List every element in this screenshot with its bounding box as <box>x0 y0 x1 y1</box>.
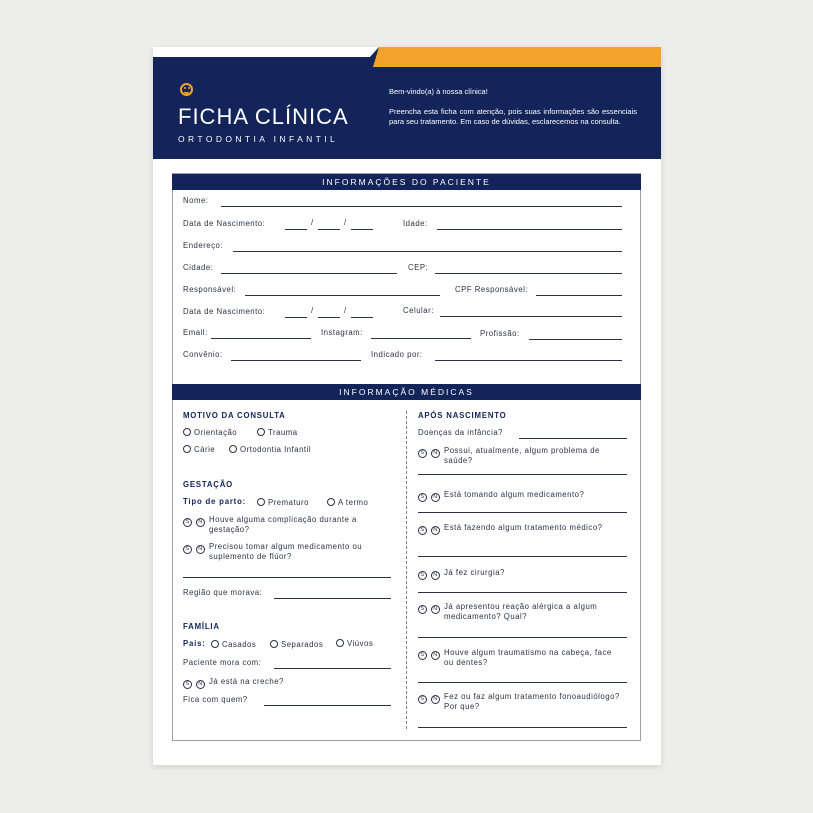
nascimento2-label: Data de Nascimento: <box>183 307 266 316</box>
nascimento-month-field[interactable] <box>318 229 340 230</box>
familia-title: FAMÍLIA <box>183 622 220 631</box>
nascimento-year-field[interactable] <box>351 229 373 230</box>
profissao-label: Profissão: <box>480 329 520 338</box>
apos-question-1: S N Possui, atualmente, algum problema de saúde? <box>418 446 630 466</box>
no-checkbox[interactable]: N <box>431 449 440 458</box>
gestacao-question-2: S N Precisou tomar algum medicamento ou suplemento de flúor? <box>183 542 395 562</box>
motivo-option-trauma[interactable]: Trauma <box>257 428 298 437</box>
email-field[interactable] <box>211 338 311 339</box>
date-slash: / <box>311 218 314 227</box>
apos-question-4: S N Já fez cirurgia? <box>418 568 630 580</box>
yes-checkbox[interactable]: S <box>418 449 427 458</box>
yes-checkbox[interactable]: S <box>183 680 192 689</box>
radio-icon <box>257 498 265 506</box>
creche-question: S N Já está na creche? <box>183 677 395 689</box>
radio-icon <box>336 639 344 647</box>
idade-label: Idade: <box>403 219 428 228</box>
apos-question-6: S N Houve algum traumatismo na cabeça, face ou dentes? <box>418 648 630 668</box>
responsavel-field[interactable] <box>245 295 440 296</box>
yes-checkbox[interactable]: S <box>418 493 427 502</box>
yes-checkbox[interactable]: S <box>418 526 427 535</box>
nascimento2-day-field[interactable] <box>285 317 307 318</box>
cep-field[interactable] <box>435 273 622 274</box>
nascimento-label: Data de Nascimento: <box>183 219 266 228</box>
mora-com-field[interactable] <box>274 668 391 669</box>
radio-icon <box>257 428 265 436</box>
patient-section-title: INFORMAÇÕES DO PACIENTE <box>172 174 641 190</box>
smiley-icon <box>180 83 193 96</box>
pais-option-separados[interactable]: Separados <box>270 640 323 649</box>
welcome-text: Bem-vindo(a) à nossa clínica! <box>389 87 488 96</box>
motivo-option-orientacao[interactable]: Orientação <box>183 428 237 437</box>
endereco-label: Endereço: <box>183 241 224 250</box>
cidade-field[interactable] <box>221 273 397 274</box>
radio-icon <box>211 640 219 648</box>
no-checkbox[interactable]: N <box>431 695 440 704</box>
column-divider <box>406 411 407 729</box>
apos-question-2: S N Está tomando algum medicamento? <box>418 490 630 502</box>
cidade-label: Cidade: <box>183 263 214 272</box>
instagram-label: Instagram: <box>321 328 363 337</box>
doencas-label: Doenças da infância? <box>418 428 503 437</box>
form-title: FICHA CLÍNICA <box>178 104 349 129</box>
date-slash: / <box>311 306 314 315</box>
profissao-field[interactable] <box>529 339 622 340</box>
regiao-label: Região que morava: <box>183 588 263 597</box>
celular-field[interactable] <box>440 316 622 317</box>
endereco-field[interactable] <box>233 251 622 252</box>
apos-answer-line-5[interactable] <box>418 637 627 638</box>
nascimento-day-field[interactable] <box>285 229 307 230</box>
yes-checkbox[interactable]: S <box>418 651 427 660</box>
yes-checkbox[interactable]: S <box>183 545 192 554</box>
no-checkbox[interactable]: N <box>431 493 440 502</box>
radio-icon <box>183 428 191 436</box>
tipo-parto-label: Tipo de parto: <box>183 497 247 506</box>
apos-answer-line-4[interactable] <box>418 592 627 593</box>
fica-com-label: Fica com quem? <box>183 695 248 704</box>
nascimento2-month-field[interactable] <box>318 317 340 318</box>
indicado-field[interactable] <box>435 360 622 361</box>
yes-checkbox[interactable]: S <box>418 695 427 704</box>
intro-text: Preencha esta ficha com atenção, pois suas informações são essenciais para seu tratamento. Em caso de dúvidas, esclarecemos na consulta. <box>389 107 637 126</box>
no-checkbox[interactable]: N <box>196 518 205 527</box>
apos-answer-line-3[interactable] <box>418 556 627 557</box>
apos-title: APÓS NASCIMENTO <box>418 411 507 420</box>
fica-com-field[interactable] <box>264 705 391 706</box>
apos-answer-line-1[interactable] <box>418 474 627 475</box>
doencas-field[interactable] <box>519 438 627 439</box>
radio-icon <box>229 445 237 453</box>
apos-answer-line-6[interactable] <box>418 682 627 683</box>
motivo-option-carie[interactable]: Cárie <box>183 445 215 454</box>
no-checkbox[interactable]: N <box>196 680 205 689</box>
convenio-label: Convênio: <box>183 350 223 359</box>
pais-label: Pais: <box>183 639 206 648</box>
parto-option-prematuro[interactable]: Prematuro <box>257 498 309 507</box>
form-frame <box>172 173 641 741</box>
celular-label: Celular: <box>403 306 434 315</box>
yes-checkbox[interactable]: S <box>418 605 427 614</box>
pais-option-casados[interactable]: Casados <box>211 640 256 649</box>
radio-icon <box>270 640 278 648</box>
nascimento2-year-field[interactable] <box>351 317 373 318</box>
date-slash: / <box>344 218 347 227</box>
pais-option-viuvos[interactable]: Viúvos <box>336 639 373 648</box>
radio-icon <box>183 445 191 453</box>
motivo-option-ortodontia[interactable]: Ortodontia Infantil <box>229 445 311 454</box>
medical-section-title: INFORMAÇÃO MÉDICAS <box>172 384 641 400</box>
form-subtitle: ORTODONTIA INFANTIL <box>178 134 339 144</box>
form-sheet <box>153 47 661 765</box>
instagram-field[interactable] <box>371 338 471 339</box>
gestacao-title: GESTAÇÃO <box>183 480 234 489</box>
no-checkbox[interactable]: N <box>431 651 440 660</box>
idade-field[interactable] <box>437 229 622 230</box>
email-label: Email: <box>183 328 208 337</box>
apos-answer-line-2[interactable] <box>418 512 627 513</box>
date-slash: / <box>344 306 347 315</box>
radio-icon <box>327 498 335 506</box>
cpf-label: CPF Responsável: <box>455 285 529 294</box>
header-white-cut <box>153 47 379 57</box>
no-checkbox[interactable]: N <box>431 571 440 580</box>
cpf-field[interactable] <box>536 295 622 296</box>
nome-label: Nome: <box>183 196 209 205</box>
convenio-field[interactable] <box>231 360 361 361</box>
apos-question-5: S N Já apresentou reação alérgica a algum medicamento? Qual? <box>418 602 630 622</box>
regiao-field[interactable] <box>274 598 391 599</box>
cep-label: CEP: <box>408 263 429 272</box>
no-checkbox[interactable]: N <box>431 605 440 614</box>
yes-checkbox[interactable]: S <box>183 518 192 527</box>
gestacao-question-1: S N Houve alguma complicação durante a gestação? <box>183 515 395 535</box>
gestacao-answer-line[interactable] <box>183 577 391 578</box>
no-checkbox[interactable]: N <box>196 545 205 554</box>
no-checkbox[interactable]: N <box>431 526 440 535</box>
apos-question-3: S N Está fazendo algum tratamento médico? <box>418 523 630 535</box>
parto-option-termo[interactable]: A termo <box>327 498 368 507</box>
yes-checkbox[interactable]: S <box>418 571 427 580</box>
mora-com-label: Paciente mora com: <box>183 658 262 667</box>
indicado-label: Indicado por: <box>371 350 423 359</box>
header-banner <box>153 47 661 159</box>
motivo-title: MOTIVO DA CONSULTA <box>183 411 286 420</box>
apos-question-7: S N Fez ou faz algum tratamento fonoaudiólogo? Por que? <box>418 692 630 712</box>
responsavel-label: Responsável: <box>183 285 237 294</box>
nome-field[interactable] <box>221 206 622 207</box>
apos-answer-line-7[interactable] <box>418 727 627 728</box>
header-orange-stripe <box>373 47 661 67</box>
